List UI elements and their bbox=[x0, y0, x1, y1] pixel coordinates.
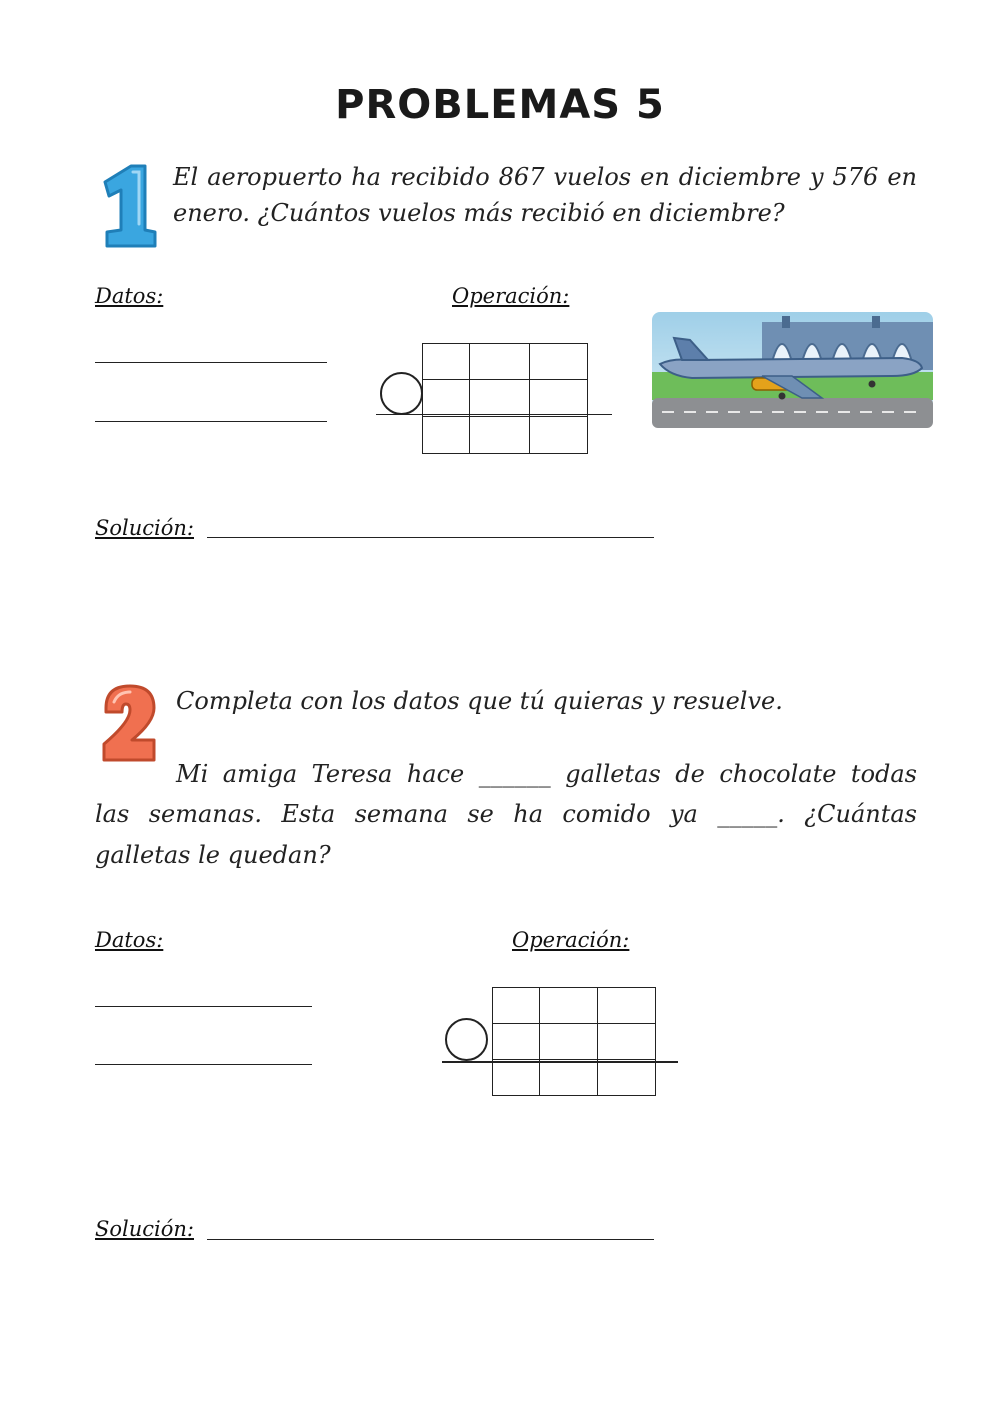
problem1-line2: enero. ¿Cuántos vuelos más recibió en diciembre? bbox=[173, 199, 785, 227]
operation-grid[interactable] bbox=[492, 987, 656, 1096]
datos-label-2: Datos: bbox=[95, 928, 164, 952]
operacion-label-2: Operación: bbox=[512, 928, 630, 952]
solucion-label-1: Solución: bbox=[95, 516, 194, 540]
operacion-label-1: Operación: bbox=[452, 284, 570, 308]
datos-label-1: Datos: bbox=[95, 284, 164, 308]
number-one-icon bbox=[95, 160, 160, 250]
operation-result-line bbox=[442, 1061, 678, 1063]
solucion-answer-line[interactable] bbox=[207, 1239, 654, 1240]
problem1-line1: El aeropuerto ha recibido 867 vuelos en diciembre y 576 en bbox=[173, 163, 917, 191]
page-title: PROBLEMAS 5 bbox=[335, 82, 665, 128]
airport-airplane-image bbox=[652, 312, 933, 428]
datos-answer-line[interactable] bbox=[95, 1064, 312, 1065]
datos-answer-line[interactable] bbox=[95, 421, 327, 422]
operation-sign-circle[interactable] bbox=[380, 372, 423, 415]
operation-grid[interactable] bbox=[422, 343, 588, 454]
datos-answer-line[interactable] bbox=[95, 1006, 312, 1007]
problem2-story-line1: Mi amiga Teresa hace ______ galletas de chocolate todas bbox=[176, 760, 917, 788]
problem2-story-line3: galletas le quedan? bbox=[95, 841, 331, 869]
operation-result-line bbox=[376, 414, 612, 415]
solucion-answer-line[interactable] bbox=[207, 537, 654, 538]
problem2-instruction: Completa con los datos que tú quieras y resuelve. bbox=[176, 687, 783, 715]
solucion-label-2: Solución: bbox=[95, 1217, 194, 1241]
datos-answer-line[interactable] bbox=[95, 362, 327, 363]
number-two-icon bbox=[98, 682, 160, 764]
problem2-story-line2: las semanas. Esta semana se ha comido ya _____. ¿Cuántas bbox=[95, 800, 917, 828]
operation-sign-circle[interactable] bbox=[445, 1018, 488, 1061]
